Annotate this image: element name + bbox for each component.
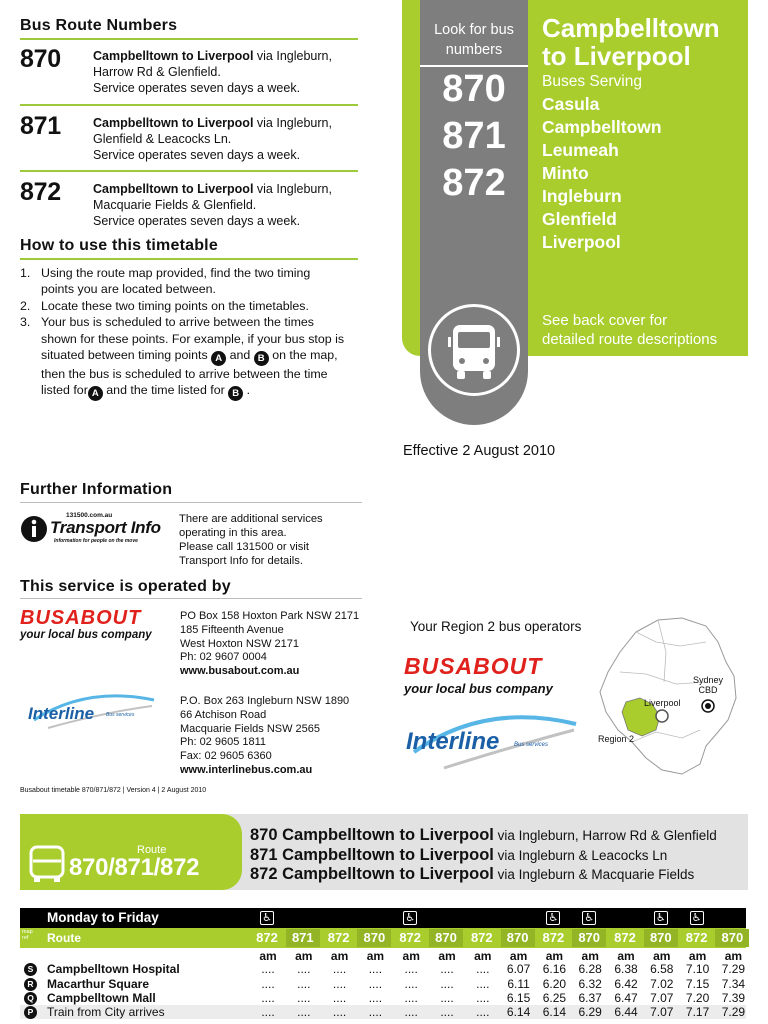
route-number-cell: 872 <box>470 930 493 945</box>
wheelchair-icon: ♿ <box>403 911 417 925</box>
time-cell: .... <box>297 1005 311 1019</box>
bus-icon <box>431 307 517 393</box>
stop-name: Campbelltown Mall <box>47 991 156 1005</box>
time-cell: 6.07 <box>506 962 531 976</box>
time-cell: .... <box>404 1005 418 1019</box>
interline-address: P.O. Box 263 Ingleburn NSW 1890 66 Atchison Road Macquarie Fields NSW 2565 Ph: 02 9605 1811 Fax: 02 9605 6360 www.interlinebus.com.au <box>180 695 350 776</box>
route-number: 872 <box>20 178 61 206</box>
banner-route-line: 870 Campbelltown to Liverpool via Ingleburn, Harrow Rd & Glenfield <box>250 826 717 844</box>
map-ref-icon: S <box>24 963 37 976</box>
ampm-cell: am <box>545 949 564 963</box>
time-cell: 6.42 <box>614 977 638 991</box>
time-cell: 7.39 <box>721 991 746 1005</box>
route-number-cell: 872 <box>614 930 636 945</box>
region-heading: Your Region 2 bus operators <box>410 619 582 634</box>
time-cell: .... <box>332 977 347 991</box>
route-number-cell: 870 <box>501 929 535 947</box>
time-cell: .... <box>297 991 311 1005</box>
divider <box>20 502 362 503</box>
busabout-logo: BUSABOUT <box>404 653 543 679</box>
interline-website[interactable]: www.interlinebus.com.au <box>180 763 313 776</box>
time-cell: 7.07 <box>650 991 674 1005</box>
time-cell: 6.25 <box>542 991 567 1005</box>
time-cell: 6.14 <box>506 1005 531 1019</box>
route-label: Route <box>47 931 81 945</box>
time-cell: .... <box>440 962 454 976</box>
step-item: 2. Locate these two timing points on the timetables. <box>20 298 309 313</box>
route-number-cell: 872 <box>327 930 350 945</box>
wheelchair-icon: ♿ <box>654 911 668 925</box>
timing-point-a-icon: A <box>211 351 226 366</box>
route-number-cell: 870 <box>715 929 749 947</box>
route-numbers-heading: Bus Route Numbers <box>20 17 178 34</box>
time-cell: .... <box>297 977 311 991</box>
info-icon <box>20 514 48 544</box>
time-cell: .... <box>368 977 383 991</box>
route-description: Campbelltown to Liverpool via Ingleburn, Harrow Rd & Glenfield. Service operates seven days a week. <box>93 49 332 95</box>
divider <box>20 38 358 40</box>
time-cell: .... <box>476 962 490 976</box>
wheelchair-icon: ♿ <box>546 911 560 925</box>
operators-heading: This service is operated by <box>20 578 231 595</box>
effective-date: Effective 2 August 2010 <box>403 443 556 459</box>
map-label-region: Region 2 <box>598 734 635 744</box>
ampm-cell: am <box>259 949 277 963</box>
map-label-liverpool: Liverpool <box>644 698 681 708</box>
time-cell: .... <box>440 1005 454 1019</box>
map-label-cbd: CBD <box>698 685 718 695</box>
ampm-cell: am <box>581 949 599 963</box>
suburb-list <box>542 93 662 254</box>
time-cell: 6.47 <box>614 991 638 1005</box>
map-ref-label: map ref <box>22 929 33 941</box>
further-info-text: There are additional services operating in this area. Please call 131500 or visit Transport Info for details. <box>179 513 323 567</box>
route-number-cell: 870 <box>429 929 463 947</box>
time-cell: .... <box>440 977 454 991</box>
stop-name: Campbelltown Hospital <box>47 962 180 976</box>
time-cell: .... <box>404 962 418 976</box>
route-number-cell: 872 <box>399 930 422 945</box>
time-cell: 7.20 <box>685 991 710 1005</box>
time-cell: 7.02 <box>650 977 674 991</box>
route-description: Campbelltown to Liverpool via Ingleburn, Macquarie Fields & Glenfield. Service operates seven days a week. <box>93 182 332 228</box>
interline-logo: Interline Bus services <box>26 692 160 732</box>
time-cell: 6.44 <box>614 1005 638 1019</box>
time-cell: 6.37 <box>578 991 602 1005</box>
how-to-steps <box>20 265 370 401</box>
time-cell: .... <box>261 962 275 976</box>
timing-point-b-icon: B <box>254 351 269 366</box>
bus-icon-ring <box>428 304 520 396</box>
time-cell: 7.07 <box>650 1005 674 1019</box>
ampm-cell: am <box>474 949 492 963</box>
time-cell: .... <box>261 1005 275 1019</box>
bus-number: 871 <box>442 115 506 157</box>
suburb-item: Campbelltown <box>542 117 662 137</box>
time-cell: .... <box>368 991 383 1005</box>
ampm-cell: am <box>402 949 420 963</box>
wheelchair-icon: ♿ <box>582 911 596 925</box>
route-number-cell: 872 <box>542 930 565 945</box>
map-label-sydney: Sydney <box>693 675 724 685</box>
ampm-cell: am <box>617 949 635 963</box>
divider <box>420 65 528 67</box>
map-ref-icon: P <box>24 1006 37 1019</box>
time-cell: 6.16 <box>542 962 567 976</box>
interline-logo: Interline Bus services <box>404 712 584 772</box>
stop-name: Macarthur Square <box>47 977 150 991</box>
stop-name: Train from City arrives <box>47 1005 165 1019</box>
divider <box>20 104 358 106</box>
route-number-cell: 870 <box>572 929 606 947</box>
back-cover-note: See back cover for detailed route descriptions <box>542 312 718 348</box>
time-cell: 7.17 <box>685 1005 710 1019</box>
time-cell: .... <box>261 991 275 1005</box>
route-number-cell: 872 <box>685 930 708 945</box>
route-number: 870 <box>20 45 61 73</box>
ampm-cell: am <box>438 949 456 963</box>
day-label: Monday to Friday <box>47 910 159 925</box>
timing-point-a-icon: A <box>88 386 103 401</box>
transport-info-logo: 131500.com.au Transport Info Information for people on the move <box>20 512 170 552</box>
step-item: 3. Your bus is scheduled to arrive between the times shown for these points. For example, if your bus stop is situated between timing points A and B on the map, then the bus is scheduled to arrive between the time listed for A and the time listed for B . <box>20 315 345 400</box>
liverpool-marker-icon <box>656 710 668 722</box>
time-cell: 7.34 <box>721 977 746 991</box>
map-ref-icon: R <box>24 978 37 991</box>
suburb-item: Minto <box>542 163 589 183</box>
how-to-heading: How to use this timetable <box>20 237 218 254</box>
divider <box>20 598 362 599</box>
region-map <box>596 612 748 778</box>
time-cell: .... <box>332 991 347 1005</box>
busabout-logo: BUSABOUT <box>20 607 142 629</box>
time-cell: .... <box>476 1005 490 1019</box>
wheelchair-icon: ♿ <box>260 911 274 925</box>
ampm-cell: am <box>366 949 385 963</box>
time-cell: .... <box>368 1005 383 1019</box>
time-cell: 7.15 <box>685 977 710 991</box>
busabout-tagline: your local bus company <box>404 681 553 696</box>
route-banner-badge <box>20 814 242 890</box>
time-cell: .... <box>476 991 490 1005</box>
time-cell: 6.14 <box>542 1005 567 1019</box>
time-cell: 6.38 <box>614 962 638 976</box>
ampm-cell: am <box>295 949 313 963</box>
ampm-cell: am <box>724 949 743 963</box>
bus-number: 870 <box>442 68 506 110</box>
route-number-cell: 870 <box>357 929 391 947</box>
wheelchair-icon: ♿ <box>690 911 704 925</box>
time-cell: .... <box>476 977 490 991</box>
time-cell: 7.29 <box>721 1005 746 1019</box>
suburb-item: Liverpool <box>542 232 621 252</box>
suburb-item: Glenfield <box>542 209 617 229</box>
time-cell: .... <box>404 977 418 991</box>
time-cell: .... <box>297 962 311 976</box>
time-cell: 6.28 <box>578 962 602 976</box>
route-numbers-badge: 870/871/872 <box>69 854 200 881</box>
further-info-heading: Further Information <box>20 481 173 498</box>
time-cell: 6.32 <box>578 977 602 991</box>
map-ref-icon: Q <box>24 992 37 1005</box>
suburb-item: Casula <box>542 94 600 114</box>
hero-title: Campbelltown to Liverpool <box>542 13 720 71</box>
ampm-cell: am <box>653 949 671 963</box>
suburb-item: Leumeah <box>542 140 619 160</box>
bus-number: 872 <box>442 162 506 204</box>
version-note: Busabout timetable 870/871/872 | Version 4 | 2 August 2010 <box>20 787 207 794</box>
time-cell: .... <box>404 991 418 1005</box>
time-cell: 6.15 <box>506 991 531 1005</box>
time-cell: .... <box>368 962 383 976</box>
timing-point-b-icon: B <box>228 386 243 401</box>
divider <box>20 258 358 260</box>
time-cell: .... <box>332 1005 347 1019</box>
banner-route-line: 871 Campbelltown to Liverpool via Ingleburn & Leacocks Ln <box>250 846 668 864</box>
banner-route-line: 872 Campbelltown to Liverpool via Ingleburn & Macquarie Fields <box>250 865 695 883</box>
time-cell: 6.20 <box>542 977 567 991</box>
ampm-cell: am <box>330 949 349 963</box>
time-cell: .... <box>332 962 347 976</box>
time-cell: 7.10 <box>685 962 710 976</box>
time-cell: 6.11 <box>507 977 530 991</box>
route-number-cell: 870 <box>644 929 678 947</box>
route-number: 871 <box>20 112 61 140</box>
divider <box>20 170 358 172</box>
route-description: Campbelltown to Liverpool via Ingleburn, Glenfield & Leacocks Ln. Service operates seven days a week. <box>93 116 332 162</box>
busabout-tagline: your local bus company <box>20 629 152 641</box>
step-item: 1. Using the route map provided, find the two timing points you are located between. <box>20 266 311 297</box>
time-cell: .... <box>440 991 454 1005</box>
time-cell: 7.29 <box>721 962 746 976</box>
time-cell: 6.58 <box>650 962 674 976</box>
ampm-cell: am <box>509 949 528 963</box>
ampm-cell: am <box>688 949 707 963</box>
bus-icon <box>28 845 66 885</box>
busabout-address: PO Box 158 Hoxton Park NSW 2171 185 Fifteenth Avenue West Hoxton NSW 2171 Ph: 02 9607 0004 www.busabout.com.au <box>180 610 360 678</box>
route-label: Route <box>137 844 167 856</box>
route-number-cell: 872 <box>256 930 278 945</box>
time-cell: 6.29 <box>578 1005 602 1019</box>
route-number-cell: 871 <box>286 929 320 947</box>
time-cell: .... <box>261 977 275 991</box>
busabout-website[interactable]: www.busabout.com.au <box>180 665 300 678</box>
suburb-item: Ingleburn <box>542 186 622 206</box>
look-for-label: Look for bus numbers <box>434 22 514 58</box>
serving-label: Buses Serving <box>542 73 642 90</box>
